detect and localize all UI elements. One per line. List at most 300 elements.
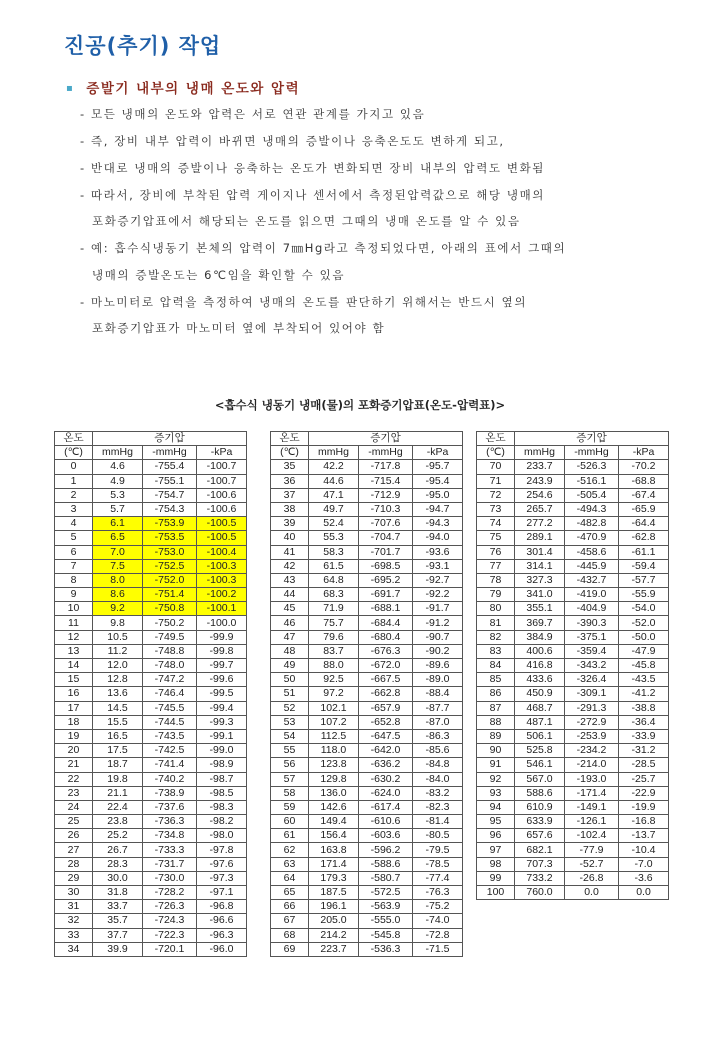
mmhg-cell: 487.1 [515, 715, 565, 729]
table-row [477, 800, 669, 814]
neg-mmhg-cell: -754.3 [143, 502, 197, 516]
table-row [271, 644, 463, 658]
mmhg-cell: 7.0 [93, 545, 143, 559]
mmhg-cell: 355.1 [515, 602, 565, 616]
neg-kpa-header: -kPa [197, 446, 247, 460]
temp-cell: 54 [271, 729, 309, 743]
mmhg-cell: 79.6 [309, 630, 359, 644]
paragraph-line: - 따라서, 장비에 부착된 압력 게이지나 센서에서 측정된압력값으로 해당 냉매의 [80, 188, 545, 202]
table-row [271, 786, 463, 800]
temp-cell: 16 [55, 687, 93, 701]
neg-mmhg-cell: -375.1 [565, 630, 619, 644]
neg-kpa-cell: -97.6 [197, 857, 247, 871]
temp-cell: 78 [477, 573, 515, 587]
pressure-table-3 [476, 431, 669, 900]
table-row [55, 531, 247, 545]
neg-mmhg-cell: -672.0 [359, 659, 413, 673]
temp-cell: 47 [271, 630, 309, 644]
table-row [477, 843, 669, 857]
temp-cell: 58 [271, 786, 309, 800]
table-row [271, 531, 463, 545]
neg-mmhg-cell: -359.4 [565, 644, 619, 658]
table-row [477, 602, 669, 616]
neg-kpa-cell: -13.7 [619, 829, 669, 843]
neg-kpa-cell: -77.4 [413, 871, 463, 885]
table-row [477, 630, 669, 644]
mmhg-cell: 196.1 [309, 900, 359, 914]
mmhg-cell: 277.2 [515, 517, 565, 531]
table-row [55, 545, 247, 559]
neg-mmhg-cell: -470.9 [565, 531, 619, 545]
mmhg-cell: 23.8 [93, 815, 143, 829]
temp-cell: 95 [477, 815, 515, 829]
neg-mmhg-cell: -680.4 [359, 630, 413, 644]
neg-mmhg-cell: -753.5 [143, 531, 197, 545]
neg-mmhg-cell: -722.3 [143, 928, 197, 942]
mmhg-cell: 171.4 [309, 857, 359, 871]
paragraph-line: 냉매의 증발온도는 6℃임을 확인할 수 있음 [92, 268, 346, 282]
mmhg-cell: 9.2 [93, 602, 143, 616]
table-row [55, 829, 247, 843]
neg-mmhg-cell: -734.8 [143, 829, 197, 843]
neg-kpa-cell: -79.5 [413, 843, 463, 857]
neg-kpa-cell: -70.2 [619, 460, 669, 474]
paragraph-line: - 예: 흡수식냉동기 본체의 압력이 7㎜Hg라고 측정되었다면, 아래의 표에서 그때의 [80, 241, 567, 255]
table-row [477, 545, 669, 559]
temp-cell: 18 [55, 715, 93, 729]
neg-mmhg-cell: 0.0 [565, 886, 619, 900]
neg-kpa-cell: -98.3 [197, 800, 247, 814]
neg-mmhg-cell: -750.2 [143, 616, 197, 630]
temp-cell: 1 [55, 474, 93, 488]
neg-kpa-cell: -28.5 [619, 758, 669, 772]
table-row [55, 502, 247, 516]
table-row [477, 559, 669, 573]
temp-cell: 25 [55, 815, 93, 829]
neg-kpa-cell: -95.4 [413, 474, 463, 488]
temp-cell: 97 [477, 843, 515, 857]
neg-kpa-cell: -100.5 [197, 531, 247, 545]
neg-mmhg-cell: -741.4 [143, 758, 197, 772]
table-row [55, 616, 247, 630]
table-row [271, 857, 463, 871]
neg-kpa-cell: -97.8 [197, 843, 247, 857]
neg-kpa-cell: -84.0 [413, 772, 463, 786]
neg-mmhg-cell: -77.9 [565, 843, 619, 857]
table-row [55, 928, 247, 942]
table-row [477, 460, 669, 474]
neg-mmhg-cell: -745.5 [143, 701, 197, 715]
temp-unit-header: (℃) [55, 446, 93, 460]
mmhg-cell: 58.3 [309, 545, 359, 559]
neg-mmhg-cell: -715.4 [359, 474, 413, 488]
mmhg-cell: 19.8 [93, 772, 143, 786]
neg-mmhg-cell: -494.3 [565, 502, 619, 516]
neg-mmhg-cell: -710.3 [359, 502, 413, 516]
table-row [271, 588, 463, 602]
mmhg-cell: 4.6 [93, 460, 143, 474]
table-row [271, 616, 463, 630]
neg-mmhg-cell: -731.7 [143, 857, 197, 871]
neg-mmhg-cell: -742.5 [143, 744, 197, 758]
table-row [477, 701, 669, 715]
neg-mmhg-cell: -691.7 [359, 588, 413, 602]
pressure-table-2 [270, 431, 463, 957]
neg-mmhg-cell: -536.3 [359, 942, 413, 956]
neg-kpa-cell: -92.2 [413, 588, 463, 602]
neg-mmhg-cell: -526.3 [565, 460, 619, 474]
temp-cell: 90 [477, 744, 515, 758]
neg-kpa-cell: -94.3 [413, 517, 463, 531]
neg-mmhg-header: -mmHg [143, 446, 197, 460]
neg-mmhg-cell: -603.6 [359, 829, 413, 843]
mmhg-cell: 760.0 [515, 886, 565, 900]
mmhg-cell: 33.7 [93, 900, 143, 914]
neg-mmhg-cell: -624.0 [359, 786, 413, 800]
table-row [55, 800, 247, 814]
neg-mmhg-cell: -747.2 [143, 673, 197, 687]
neg-kpa-cell: -50.0 [619, 630, 669, 644]
neg-mmhg-cell: -26.8 [565, 871, 619, 885]
paragraph-line: 포화증기압표가 마노미터 옆에 부착되어 있어야 함 [92, 321, 386, 335]
neg-kpa-cell: -25.7 [619, 772, 669, 786]
table-row [55, 815, 247, 829]
table-row [271, 659, 463, 673]
temp-cell: 36 [271, 474, 309, 488]
mmhg-cell: 187.5 [309, 886, 359, 900]
mmhg-cell: 71.9 [309, 602, 359, 616]
temp-cell: 46 [271, 616, 309, 630]
neg-mmhg-cell: -676.3 [359, 644, 413, 658]
neg-kpa-cell: -55.9 [619, 588, 669, 602]
mmhg-cell: 17.5 [93, 744, 143, 758]
temp-cell: 94 [477, 800, 515, 814]
table-row [271, 687, 463, 701]
mmhg-cell: 4.9 [93, 474, 143, 488]
temp-cell: 63 [271, 857, 309, 871]
temp-cell: 96 [477, 829, 515, 843]
neg-mmhg-cell: -234.2 [565, 744, 619, 758]
neg-kpa-cell: -82.3 [413, 800, 463, 814]
neg-kpa-cell: -98.0 [197, 829, 247, 843]
table-row [55, 701, 247, 715]
neg-mmhg-cell: -617.4 [359, 800, 413, 814]
neg-mmhg-cell: -291.3 [565, 701, 619, 715]
temp-cell: 60 [271, 815, 309, 829]
temp-cell: 79 [477, 588, 515, 602]
temp-cell: 27 [55, 843, 93, 857]
temp-cell: 75 [477, 531, 515, 545]
table-row [55, 517, 247, 531]
neg-kpa-cell: -90.7 [413, 630, 463, 644]
neg-kpa-cell: -100.4 [197, 545, 247, 559]
neg-kpa-cell: -52.0 [619, 616, 669, 630]
neg-mmhg-cell: -193.0 [565, 772, 619, 786]
neg-kpa-cell: -95.0 [413, 488, 463, 502]
paragraph-line: - 마노미터로 압력을 측정하여 냉매의 온도를 판단하기 위해서는 반드시 옆의 [80, 295, 528, 309]
pressure-table-1 [54, 431, 247, 957]
mmhg-cell: 525.8 [515, 744, 565, 758]
table-row [271, 602, 463, 616]
mmhg-cell: 10.5 [93, 630, 143, 644]
temp-header: 온도 [55, 432, 93, 446]
temp-cell: 91 [477, 758, 515, 772]
table-row [477, 502, 669, 516]
neg-kpa-cell: -96.6 [197, 914, 247, 928]
mmhg-cell: 400.6 [515, 644, 565, 658]
neg-mmhg-cell: -684.4 [359, 616, 413, 630]
mmhg-cell: 12.0 [93, 659, 143, 673]
mmhg-cell: 75.7 [309, 616, 359, 630]
neg-kpa-cell: -98.2 [197, 815, 247, 829]
neg-mmhg-cell: -445.9 [565, 559, 619, 573]
mmhg-cell: 633.9 [515, 815, 565, 829]
mmhg-cell: 14.5 [93, 701, 143, 715]
temp-cell: 69 [271, 942, 309, 956]
neg-kpa-cell: -95.7 [413, 460, 463, 474]
mmhg-cell: 13.6 [93, 687, 143, 701]
temp-cell: 33 [55, 928, 93, 942]
table-row [271, 701, 463, 715]
table-row [477, 758, 669, 772]
temp-cell: 93 [477, 786, 515, 800]
neg-mmhg-cell: -657.9 [359, 701, 413, 715]
table-row [271, 800, 463, 814]
neg-kpa-cell: -100.5 [197, 517, 247, 531]
mmhg-cell: 31.8 [93, 886, 143, 900]
mmhg-cell: 61.5 [309, 559, 359, 573]
neg-mmhg-cell: -754.7 [143, 488, 197, 502]
temp-cell: 44 [271, 588, 309, 602]
temp-cell: 83 [477, 644, 515, 658]
neg-mmhg-cell: -720.1 [143, 942, 197, 956]
neg-mmhg-cell: -736.3 [143, 815, 197, 829]
temp-cell: 89 [477, 729, 515, 743]
mmhg-cell: 5.3 [93, 488, 143, 502]
table-caption: <흡수식 냉동기 냉매(물)의 포화증기압표(온도-압력표)> [214, 398, 506, 412]
table-row [271, 573, 463, 587]
temp-cell: 11 [55, 616, 93, 630]
neg-kpa-cell: -98.7 [197, 772, 247, 786]
table-row [271, 843, 463, 857]
section-heading [66, 77, 300, 97]
temp-cell: 23 [55, 786, 93, 800]
neg-kpa-cell: -97.3 [197, 871, 247, 885]
mmhg-cell: 610.9 [515, 800, 565, 814]
neg-mmhg-cell: -505.4 [565, 488, 619, 502]
table-row [55, 588, 247, 602]
table-row [55, 673, 247, 687]
neg-kpa-cell: -65.9 [619, 502, 669, 516]
neg-mmhg-cell: -555.0 [359, 914, 413, 928]
mmhg-cell: 142.6 [309, 800, 359, 814]
temp-cell: 74 [477, 517, 515, 531]
neg-kpa-cell: -64.4 [619, 517, 669, 531]
neg-kpa-cell: -83.2 [413, 786, 463, 800]
table-row [477, 588, 669, 602]
table-row [271, 460, 463, 474]
temp-cell: 43 [271, 573, 309, 587]
neg-kpa-cell: -99.6 [197, 673, 247, 687]
mmhg-cell: 567.0 [515, 772, 565, 786]
mmhg-cell: 289.1 [515, 531, 565, 545]
table-row [271, 772, 463, 786]
temp-cell: 32 [55, 914, 93, 928]
temp-cell: 92 [477, 772, 515, 786]
neg-kpa-cell: -41.2 [619, 687, 669, 701]
table-row [477, 815, 669, 829]
neg-kpa-cell: -80.5 [413, 829, 463, 843]
neg-mmhg-cell: -171.4 [565, 786, 619, 800]
table-row [55, 659, 247, 673]
neg-kpa-cell: -94.7 [413, 502, 463, 516]
table-row [271, 545, 463, 559]
neg-mmhg-cell: -755.1 [143, 474, 197, 488]
neg-mmhg-cell: -752.5 [143, 559, 197, 573]
table-row [55, 573, 247, 587]
neg-kpa-cell: -75.2 [413, 900, 463, 914]
mmhg-cell: 7.5 [93, 559, 143, 573]
neg-mmhg-header: -mmHg [359, 446, 413, 460]
mmhg-header: mmHg [309, 446, 359, 460]
temp-cell: 30 [55, 886, 93, 900]
neg-mmhg-cell: -753.9 [143, 517, 197, 531]
mmhg-cell: 88.0 [309, 659, 359, 673]
temp-cell: 52 [271, 701, 309, 715]
neg-mmhg-cell: -753.0 [143, 545, 197, 559]
table-row [271, 744, 463, 758]
neg-kpa-cell: -3.6 [619, 871, 669, 885]
mmhg-cell: 55.3 [309, 531, 359, 545]
neg-kpa-cell: -99.4 [197, 701, 247, 715]
neg-kpa-cell: -81.4 [413, 815, 463, 829]
neg-mmhg-cell: -737.6 [143, 800, 197, 814]
temp-cell: 24 [55, 800, 93, 814]
neg-kpa-cell: -92.7 [413, 573, 463, 587]
neg-mmhg-cell: -149.1 [565, 800, 619, 814]
neg-kpa-cell: -100.7 [197, 474, 247, 488]
neg-mmhg-cell: -704.7 [359, 531, 413, 545]
neg-mmhg-cell: -755.4 [143, 460, 197, 474]
table-row [477, 786, 669, 800]
neg-kpa-cell: -43.5 [619, 673, 669, 687]
table-row [477, 886, 669, 900]
neg-kpa-cell: -99.1 [197, 729, 247, 743]
neg-kpa-cell: -98.5 [197, 786, 247, 800]
neg-kpa-cell: -97.1 [197, 886, 247, 900]
mmhg-cell: 369.7 [515, 616, 565, 630]
neg-kpa-cell: -99.0 [197, 744, 247, 758]
mmhg-cell: 136.0 [309, 786, 359, 800]
neg-mmhg-cell: -724.3 [143, 914, 197, 928]
temp-cell: 65 [271, 886, 309, 900]
temp-cell: 13 [55, 644, 93, 658]
mmhg-cell: 16.5 [93, 729, 143, 743]
neg-kpa-cell: -99.9 [197, 630, 247, 644]
neg-mmhg-cell: -733.3 [143, 843, 197, 857]
paragraph-line: - 즉, 장비 내부 압력이 바뀌면 냉매의 증발이나 응축온도도 변하게 되고, [80, 134, 505, 148]
mmhg-cell: 22.4 [93, 800, 143, 814]
mmhg-cell: 156.4 [309, 829, 359, 843]
mmhg-cell: 112.5 [309, 729, 359, 743]
table-row [271, 942, 463, 956]
mmhg-cell: 11.2 [93, 644, 143, 658]
table-row [477, 871, 669, 885]
neg-kpa-cell: -78.5 [413, 857, 463, 871]
table-row [55, 602, 247, 616]
neg-kpa-cell: -96.3 [197, 928, 247, 942]
mmhg-cell: 44.6 [309, 474, 359, 488]
neg-kpa-cell: -54.0 [619, 602, 669, 616]
neg-mmhg-cell: -647.5 [359, 729, 413, 743]
neg-mmhg-cell: -728.2 [143, 886, 197, 900]
neg-kpa-cell: -96.0 [197, 942, 247, 956]
table-row [271, 871, 463, 885]
neg-kpa-cell: -100.3 [197, 573, 247, 587]
temp-cell: 73 [477, 502, 515, 516]
mmhg-cell: 15.5 [93, 715, 143, 729]
mmhg-cell: 254.6 [515, 488, 565, 502]
neg-kpa-cell: -100.1 [197, 602, 247, 616]
neg-mmhg-cell: -52.7 [565, 857, 619, 871]
temp-cell: 55 [271, 744, 309, 758]
table-row [55, 474, 247, 488]
table-row [55, 715, 247, 729]
table-row [271, 517, 463, 531]
mmhg-cell: 657.6 [515, 829, 565, 843]
neg-mmhg-cell: -404.9 [565, 602, 619, 616]
mmhg-cell: 26.7 [93, 843, 143, 857]
table-row [55, 843, 247, 857]
neg-kpa-cell: -62.8 [619, 531, 669, 545]
temp-cell: 31 [55, 900, 93, 914]
temp-cell: 35 [271, 460, 309, 474]
neg-mmhg-cell: -390.3 [565, 616, 619, 630]
mmhg-cell: 6.5 [93, 531, 143, 545]
neg-kpa-cell: -93.1 [413, 559, 463, 573]
neg-mmhg-cell: -432.7 [565, 573, 619, 587]
mmhg-cell: 733.2 [515, 871, 565, 885]
paragraph-line: 포화증기압표에서 해당되는 온도를 읽으면 그때의 냉매 온도를 알 수 있음 [92, 214, 521, 228]
temp-cell: 85 [477, 673, 515, 687]
temp-cell: 9 [55, 588, 93, 602]
table-row [477, 573, 669, 587]
table-row [55, 857, 247, 871]
mmhg-cell: 68.3 [309, 588, 359, 602]
mmhg-cell: 416.8 [515, 659, 565, 673]
table-row [271, 886, 463, 900]
temp-cell: 8 [55, 573, 93, 587]
section-heading-label: 증발기 내부의 냉매 온도와 압력 [86, 81, 301, 97]
neg-kpa-header: -kPa [619, 446, 669, 460]
neg-mmhg-header: -mmHg [565, 446, 619, 460]
neg-mmhg-cell: -746.4 [143, 687, 197, 701]
table-row [477, 857, 669, 871]
temp-cell: 42 [271, 559, 309, 573]
mmhg-cell: 8.6 [93, 588, 143, 602]
temp-cell: 37 [271, 488, 309, 502]
mmhg-cell: 18.7 [93, 758, 143, 772]
neg-kpa-cell: -98.9 [197, 758, 247, 772]
table-row [55, 729, 247, 743]
temp-header: 온도 [271, 432, 309, 446]
neg-kpa-cell: -99.5 [197, 687, 247, 701]
temp-cell: 88 [477, 715, 515, 729]
mmhg-cell: 21.1 [93, 786, 143, 800]
neg-kpa-cell: -85.6 [413, 744, 463, 758]
temp-cell: 87 [477, 701, 515, 715]
mmhg-cell: 163.8 [309, 843, 359, 857]
